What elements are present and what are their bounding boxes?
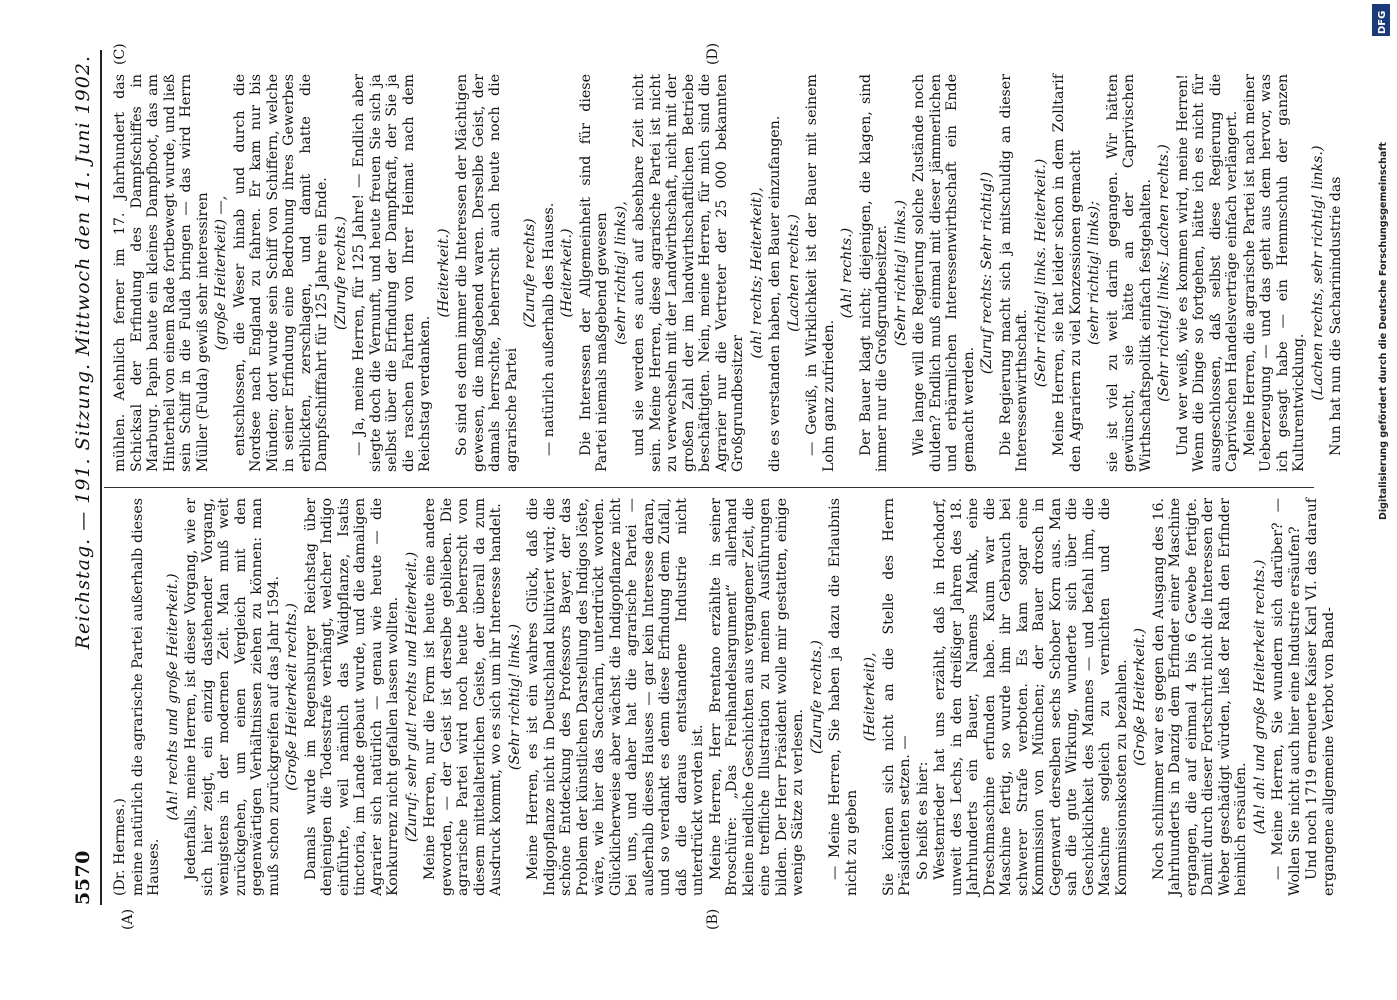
right-column <box>112 74 1346 472</box>
paragraph: Noch schlimmer war es gegen den Ausgang des 16. Jahrhunderts in Danzig dem Erfinder einer Maschine ergangen, die auf einmal 4 bis 6 Gewebe fertigte. Damit durch dieser Fortschritt nicht die Interessen der Weber geschädigt würden, ließ der Rath den Erfinder heimlich ersäufen. <box>1150 498 1249 896</box>
interjection: (große Heiterkeit) —, <box>213 195 229 351</box>
interjection: (Sehr richtig! links; Lachen rechts.) <box>1156 144 1172 402</box>
interjection: (Heiterkeit.) <box>559 228 575 318</box>
interjection: (Lachen rechts, sehr richtig! links.) <box>1309 145 1326 401</box>
paragraph: — Meine Herren, Sie wundern sich darüber? — Wollen Sie nicht auch hier eine Industrie ersäufen? <box>1270 498 1303 896</box>
paragraph: — natürlich außerhalb des Hauses. <box>540 202 557 456</box>
paragraph: Meine Herren, es ist ein wahres Glück, daß die Indigopflanze nicht in Deutschland kultiviert wird; die schöne Entdeckung des Professors Bayer, der das Problem der künstlichen Darstellung des Indigos löste, wäre, wie hier das Saccharin, unterdrückt worden. Glücklicherweise aber wächst die Indigopflanze nicht bei uns, und daher hat die agrarische Partei — außerhalb dieses Hauses — gar kein Interesse daran, und so verdankt es denn diese Erfindung dem Zufall, daß die daraus entstandene Industrie nicht unterdrückt worden ist. <box>525 498 706 896</box>
interjection: (sehr richtig! links); <box>1086 201 1102 345</box>
paragraph: (Dr. Hermes.) <box>112 798 128 896</box>
header-rule <box>100 50 102 905</box>
digitization-note-text: Digitalisierung gefördert durch die Deutsche Forschungsgemeinschaft <box>1378 142 1389 520</box>
paragraph: Die Interessen der Allgemeinheit sind für diese Partei niemals maßgebend gewesen <box>577 74 610 472</box>
interjection: (sehr richtig! links), <box>612 201 629 345</box>
paragraph: — Gewiß, in Wirklichkeit ist der Bauer mit seinem Lohn ganz zufrieden. <box>804 74 837 472</box>
interjection: (Heiterkeit), <box>862 652 878 742</box>
dfg-logo: DFG <box>1377 10 1388 34</box>
interjection: (Ah! rechts und große Heiterkeit.) <box>164 573 181 821</box>
paragraph: — Meine Herren, Sie haben ja dazu die Erlaubnis nicht zu geben <box>827 498 860 896</box>
paragraph: Meine Herren, Herr Brentano erzählte in seiner Broschüre: „Das Freihandelsargument“ allerhand kleine niedliche Geschichten aus vergangener Zeit, die eine treffliche Illustration zu meinen Ausführungen bilden. Der Herr Präsident wolle mir gestatten, einige wenige Sätze zu verlesen. <box>707 498 806 896</box>
paragraph: Der Bauer klagt nicht; diejenigen, die klagen, sind immer nur die Großgrundbesitzer. <box>857 74 890 472</box>
column-divider <box>104 487 1314 488</box>
running-header <box>68 55 98 905</box>
paragraph: Wie lange will die Regierung solche Zustände noch dulden? Endlich muß einmal mit dieser jämmerlichen und erbärmlichen Interessenwirthschaft ein Ende gemacht werden. <box>911 74 977 472</box>
interjection: (Heiterkeit.) <box>435 228 452 318</box>
margin-letter-c: (C) <box>112 43 128 65</box>
paragraph: Und noch 1719 erneuerte Kaiser Karl VI. das darauf ergangene allgemeine Verbot von Band- <box>1304 498 1337 896</box>
paragraph: Und wer weiß, wie es kommen wird, meine Herren! Wenn die Dinge so fortgehen, hätte ich es nicht für ausgeschlossen, daß selbst diese Regierung die Caprivischen Handelsverträge einfach verlängert. <box>1174 74 1240 472</box>
paragraph: Westenrieder hat uns erzählt, daß in Hochdorf, unweit des Lechs, in den dreißiger Jahren des 18. Jahrhunderts ein Bauer, Namens Mank, eine Dreschmaschine erfunden habe. Kaum war die Maschine fertig, so wurde ihm ihr Gebrauch bei schwerer Strafe verboten. Es kam sogar eine Kommission von München; der Bauer drosch in Gegenwart derselben sechs Schober Korn aus. Man sah die gute Wirkung, wunderte sich über die Geschicklichkeit des Mannes — und befahl ihm, die Maschine sogleich zu vernichten und die Kommissionskosten zu bezahlen. <box>932 498 1130 896</box>
margin-letter-b: (B) <box>705 908 721 930</box>
margin-letter-d: (D) <box>705 42 721 65</box>
paragraph: Meine Herren, die agrarische Partei ist nach meiner Ueberzeugung — und das geht aus dem hervor, was ich gesagt habe — ein Hemmschuh der ganzen Kulturentwicklung. <box>1241 74 1307 472</box>
interjection: (Zurufe rechts) <box>522 218 538 328</box>
interjection: (Lachen rechts.) <box>785 214 802 332</box>
interjection: (Sehr richtig! links.) <box>892 199 909 347</box>
interjection: (ah! rechts; Heiterkeit), <box>748 187 765 359</box>
digitization-note <box>1368 0 1396 1000</box>
paragraph: Meine Herren, nur die Form ist heute eine andere geworden, — der Geist ist derselbe geblieben. Die agrarische Partei wird noch heute beherrscht von diesem mittelalterlichen Geiste, der überall da zum Ausdruck kommt, wo es sich um ihr Interesse handelt. <box>422 498 504 896</box>
page-number: 5570 <box>72 850 94 905</box>
interjection: (Große Heiterkeit.) <box>1132 627 1148 767</box>
paragraph: Meine Herren, sie hat leider schon in dem Zolltarif den Agrariern zu viel Konzessionen gemacht <box>1051 74 1084 472</box>
paragraph: sie ist viel zu weit darin gegangen. Wir hätten gewünscht, sie hätte an der Caprivischen Wirthschaftspolitik einfach festgehalten. <box>1104 74 1154 472</box>
interjection: (Zuruf: sehr gut! rechts und Heiterkeit.) <box>403 551 420 843</box>
paragraph: Sie können sich nicht an die Stelle des Herrn Präsidenten setzen. — <box>880 498 913 896</box>
paragraph: Die Regierung macht sich ja mitschuldig an dieser Interessenwirthschaft. <box>997 74 1030 472</box>
paragraph: So sind es denn immer die Interessen der Mächtigen gewesen, die maßgebend waren. Derselbe Geist, der damals herrschte, beherrscht auch heute noch die agrarische Partei <box>454 74 520 472</box>
paragraph: meine natürlich die agrarische Partei außerhalb dieses Hauses. <box>129 498 162 896</box>
paragraph: So heißt es hier: <box>914 761 931 880</box>
interjection: (Ah! ah! und große Heiterkeit rechts.) <box>1251 559 1268 835</box>
interjection: (Sehr richtig! links. Heiterkeit.) <box>1032 158 1049 388</box>
paragraph: mühlen. Aehnlich ferner im 17. Jahrhundert das Schicksal der Erfindung des Dampfschiffes in Marburg. Papin baute ein kleines Dampfboot, das am Hinterheil von einem Rade fortbewegt wurde, und ließ sein Schiff in die Fulda bringen — das wird Herrn Müller (Fulda) gewiß sehr interessiren <box>112 74 211 472</box>
margin-letter-a: (A) <box>120 908 136 930</box>
interjection: (Zuruf rechts: Sehr richtig!) <box>979 171 995 375</box>
paragraph: Jedenfalls, meine Herren, ist dieser Vorgang, wie er sich hier zeigt, ein einzig dastehender Vorgang, wenigstens in der modernen Zeit. Man muß weit zurückgehen, um einen Vergleich mit den gegenwärtigen Verhältnissen ziehen zu können: man muß schon zurückgreifen auf das Jahr 1594. <box>183 498 282 896</box>
paragraph: Nun hat nun die Sacharinindustrie das <box>1328 176 1344 456</box>
paragraph: entschlossen, die Weser hinab und durch die Nordsee nach England zu fahren. Er kam nur bis Münden; dort wurde sein Schiff von Schiffern, welche in seiner Erfindung eine Bedrohung ihres Gewerbes erblickten, zerschlagen, und damit hatte die Dampfschifffahrt für 125 Jahre ein Ende. <box>231 74 330 472</box>
paragraph: und sie werden es auch auf absehbare Zeit nicht sein. Meine Herren, diese agrarische Partei ist nicht zu verwechseln mit der Landwirthschaft, nicht mit der großen Zahl der im landwirthschaftlichen Betriebe beschäftigten. Nein, meine Herren, für mich sind die Agrarier nur die Vertreter der 25 000 bekannten Großgrundbesitzer <box>631 74 746 472</box>
interjection: (Ah! rechts.) <box>839 227 855 319</box>
paragraph: — Ja, meine Herren, für 125 Jahre! — Endlich aber siegte doch die Vernunft, und heute freuen Sie sich ja selbst über die Erfindung der Dampfkraft, der Sie ja die raschen Fahrten von Ihrer Heimat nach dem Reichstag verdanken. <box>351 74 433 472</box>
interjection: (Große Heiterkeit rechts.) <box>284 603 300 791</box>
interjection: (Zurufe rechts.) <box>332 216 349 330</box>
interjection: (Zurufe rechts.) <box>808 640 825 754</box>
paragraph: die es verstanden haben, den Bauer einzufangen. <box>767 115 783 472</box>
paragraph: Damals wurde im Regensburger Reichstag über denjenigen die Todesstrafe verhängt, welcher Indigo einführte, weil nämlich das Waidpflanze, Isatis tinctoria, im Lande gebaut wurde, und die damaligen Agrarier sich natürlich — genau wie heute — die Konkurrenz nicht gefallen lassen wollten. <box>302 498 401 896</box>
left-column <box>112 498 1338 896</box>
interjection: (Sehr richtig! links.) <box>506 623 523 771</box>
header-title: Reichstag. — 191. Sitzung. Mittwoch den 11. Juni 1902. <box>72 55 94 650</box>
